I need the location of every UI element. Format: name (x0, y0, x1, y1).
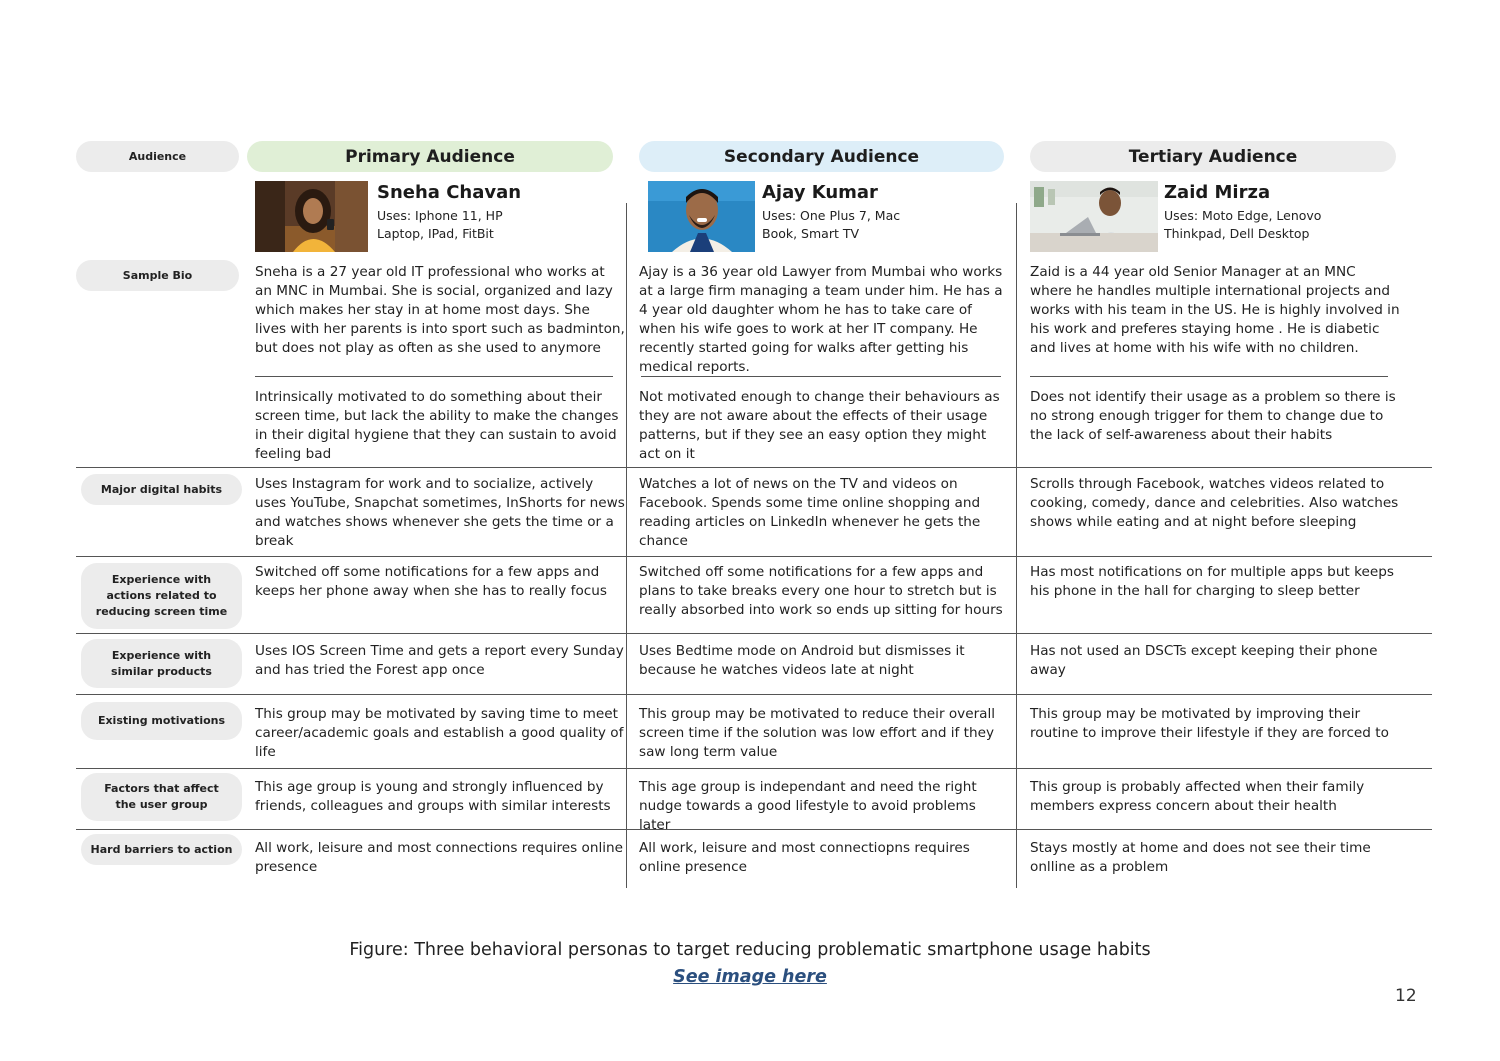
row-divider (76, 633, 1432, 634)
factors-text: This age group is independant and need the right nudge towards a good lifestyle to avoid problems later (639, 779, 977, 833)
label-sample-bio: Sample Bio (76, 260, 239, 291)
label-motivations: Existing motivations (81, 702, 242, 740)
digital-habits-text: Uses Instagram for work and to socialize, actively uses YouTube, Snapchat sometimes, InShorts for news and watches shows whenever she gets the time or a break (255, 476, 625, 549)
persona-photo-zaid (1030, 181, 1158, 252)
row-divider (76, 694, 1432, 695)
persona-devices: Uses: Moto Edge, Lenovo Thinkpad, Dell Desktop (1164, 208, 1322, 241)
label-experience-products: Experience with similar products (81, 639, 242, 688)
persona-photo-sneha (255, 181, 368, 252)
column-divider-2 (1016, 203, 1017, 888)
motivations-text: This group may be motivated by saving time to meet career/academic goals and establish a good quality of life (255, 706, 624, 760)
digital-habits-text: Watches a lot of news on the TV and videos on Facebook. Spends some time online shopping and reading articles on LinkedIn whenever he gets the chance (639, 476, 981, 549)
barriers-text: All work, leisure and most connectiopns requires online presence (639, 840, 970, 875)
experience-actions-text: Switched off some notifications for a few apps and plans to take breaks every one hour to stretch but is really absorbed into work so ends up sitting for hours (639, 564, 1003, 618)
bio-divider-3 (1030, 376, 1388, 377)
motivations-text: This group may be motivated by improving their routine to improve their lifestyle if they are forced to (1030, 706, 1389, 741)
label-experience-actions: Experience with actions related to reducing screen time (81, 563, 242, 629)
bio-divider-1 (255, 376, 613, 377)
motivation-summary: Intrinsically motivated to do something about their screen time, but lack the ability to make the changes in their digital hygiene that they can sustain to avoid feeling bad (255, 389, 619, 462)
experience-products-text: Uses Bedtime mode on Android but dismisses it because he watches videos late at night (639, 643, 965, 678)
row-divider (76, 467, 1432, 468)
primary-audience-header: Primary Audience (247, 141, 613, 172)
motivations-text: This group may be motivated to reduce their overall screen time if the solution was low effort and if they saw long term value (639, 706, 996, 760)
persona-photo-ajay (648, 181, 755, 252)
see-image-link[interactable]: See image here (673, 967, 827, 987)
experience-actions-text: Has most notifications on for multiple apps but keeps his phone in the hall for charging to sleep better (1030, 564, 1394, 599)
persona-devices: Uses: One Plus 7, Mac Book, Smart TV (762, 208, 901, 241)
label-factors: Factors that affect the user group (81, 773, 242, 821)
figure-caption: Figure: Three behavioral personas to target reducing problematic smartphone usage habits (349, 940, 1151, 960)
label-digital-habits: Major digital habits (81, 474, 242, 505)
persona-name: Zaid Mirza (1164, 182, 1271, 203)
page-number: 12 (1395, 986, 1417, 1006)
bio-text: Sneha is a 27 year old IT professional who works at an MNC in Mumbai. She is social, organized and lazy which makes her stay in at home most days. She lives with her parents is into sport such as badminton, but does not play as often as she used to anymore (255, 264, 625, 356)
digital-habits-text: Scrolls through Facebook, watches videos related to cooking, comedy, dance and celebrities. Also watches shows while eating and at night before sleeping (1030, 476, 1399, 530)
bio-text: Ajay is a 36 year old Lawyer from Mumbai who works at a large firm managing a team under him. He has a 4 year old daughter whom he has to take care of when his wife goes to work at her IT company. He recently started going for walks after getting his medical reports. (639, 264, 1003, 375)
label-barriers: Hard barriers to action (81, 834, 242, 865)
persona-name: Ajay Kumar (762, 182, 878, 203)
column-divider-1 (626, 203, 627, 888)
secondary-audience-header: Secondary Audience (639, 141, 1004, 172)
motivation-summary: Does not identify their usage as a problem so there is no strong enough trigger for them to change due to the lack of self-awareness about their habits (1030, 389, 1396, 443)
label-audience: Audience (76, 141, 239, 172)
experience-actions-text: Switched off some notifications for a few apps and keeps her phone away when she has to really focus (255, 564, 607, 599)
barriers-text: All work, leisure and most connections requires online presence (255, 840, 623, 875)
tertiary-audience-header: Tertiary Audience (1030, 141, 1396, 172)
persona-devices: Uses: Iphone 11, HP Laptop, IPad, FitBit (377, 208, 503, 241)
bio-text: Zaid is a 44 year old Senior Manager at an MNC where he handles multiple international projects and works with his team in the US. He is highly involved in his work and preferes staying home . He is diabetic and lives at home with his wife with no children. (1030, 264, 1400, 356)
factors-text: This group is probably affected when their family members express concern about their health (1030, 779, 1365, 814)
experience-products-text: Has not used an DSCTs except keeping their phone away (1030, 643, 1378, 678)
factors-text: This age group is young and strongly influenced by friends, colleagues and groups with similar interests (255, 779, 611, 814)
motivation-summary: Not motivated enough to change their behaviours as they are not aware about the effects of their usage patterns, but if they see an easy option they might act on it (639, 389, 1000, 462)
experience-products-text: Uses IOS Screen Time and gets a report every Sunday and has tried the Forest app once (255, 643, 624, 678)
row-divider (76, 768, 1432, 769)
barriers-text: Stays mostly at home and does not see their time onlline as a problem (1030, 840, 1371, 875)
persona-name: Sneha Chavan (377, 182, 522, 203)
row-divider (76, 556, 1432, 557)
